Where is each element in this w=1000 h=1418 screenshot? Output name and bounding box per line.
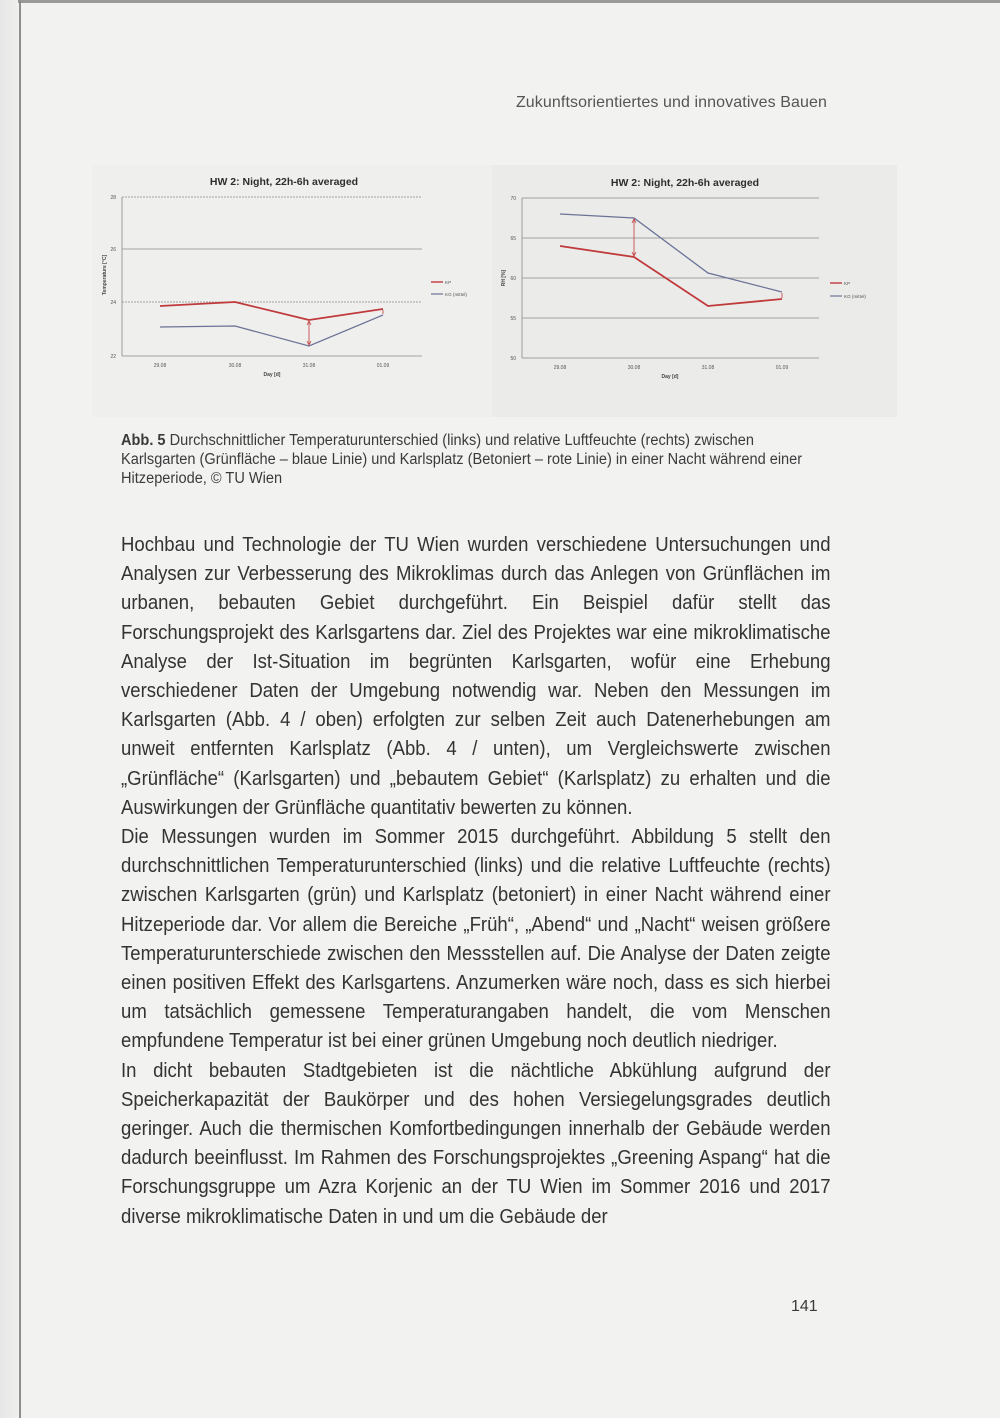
svg-text:65: 65	[510, 236, 516, 242]
series-kp-line	[560, 246, 782, 306]
svg-text:70: 70	[510, 196, 516, 202]
svg-text:24: 24	[110, 300, 116, 306]
svg-text:01.09: 01.09	[775, 365, 789, 371]
y-axis-ticks	[510, 196, 516, 362]
y-axis-ticks	[110, 195, 116, 360]
svg-text:KG (mittel): KG (mittel)	[445, 292, 467, 297]
svg-text:50: 50	[510, 356, 516, 362]
caption-label: Abb. 5	[121, 432, 166, 449]
body-text	[121, 530, 831, 1231]
svg-text:22: 22	[110, 354, 116, 360]
x-axis-ticks	[154, 363, 390, 369]
legend	[431, 280, 467, 297]
running-header: Zukunftsorientiertes und innovatives Bauen	[515, 94, 827, 111]
x-axis-ticks	[554, 365, 789, 371]
legend	[830, 281, 866, 299]
paragraph: Hochbau und Technologie der TU Wien wurden verschiedene Untersuchungen und Analysen zur Verbesserung des Mikroklimas durch das Anlegen von Grünflächen im urbanen, bebauten Gebiet durchgeführt. Ein Beispiel dafür stellt das Forschungsprojekt des Karlsgartens dar. Ziel des Projektes war eine mikroklimatische Analyse der Ist-Situation im begrünten Karlsgarten, wofür eine Erhebung verschiedener Daten der Umgebung notwendig war. Neben den Messungen im Karlsgarten (Abb. 4 / oben) erfolgten zur selben Zeit auch Datenerhebungen am unweit entfernten Karlsplatz (Abb. 4 / unten), um Vergleichswerte zwischen „Grünfläche“ (Karlsgarten) und „bebautem Gebiet“ (Karlsplatz) zu erhalten und die Auswirkungen der Grünfläche quantitativ bewerten zu können.	[121, 533, 831, 819]
humidity-chart	[492, 165, 897, 417]
y-axis-label: Temperature [°C]	[102, 254, 108, 296]
svg-text:31.08: 31.08	[302, 363, 316, 369]
svg-text:KP: KP	[445, 280, 452, 285]
y-axis-label: RH [%]	[501, 269, 507, 287]
svg-text:60: 60	[510, 276, 516, 282]
svg-text:29.08: 29.08	[553, 365, 567, 371]
series-kg-line	[160, 315, 383, 346]
svg-text:30.08: 30.08	[627, 365, 641, 371]
page-gutter	[0, 0, 18, 1418]
svg-text:31.08: 31.08	[701, 365, 715, 371]
temperature-chart-svg	[92, 165, 497, 417]
figure-caption	[121, 431, 807, 488]
svg-text:KP: KP	[844, 281, 851, 286]
svg-text:KG (mittel): KG (mittel)	[844, 294, 866, 299]
page-number: 141	[791, 1298, 818, 1315]
svg-text:01.09: 01.09	[376, 363, 390, 369]
paragraph: Die Messungen wurden im Sommer 2015 durchgeführt. Abbildung 5 stellt den durchschnittlichen Temperaturunterschied (links) und die relative Luftfeuchte (rechts) zwischen Karlsgarten (grün) und Karlsplatz (betoniert) in einer Nacht während einer Hitzeperiode dar. Vor allem die Bereiche „Früh“, „Abend“ und „Nacht“ weisen größere Temperaturunterschiede zwischen den Messstellen auf. Die Analyse der Daten zeigte einen positiven Effekt des Karlsgartens. Anzumerken wäre noch, dass es sich hierbei um tatsächlich gemessene Temperaturangaben handelt, die vom Menschen empfundene Temperatur ist bei einer grünen Umgebung noch deutlich niedriger.	[121, 825, 831, 1053]
svg-text:28: 28	[110, 195, 116, 201]
page-edge-line	[19, 0, 21, 1418]
caption-text: Durchschnittlicher Temperaturunterschied (links) und relative Luftfeuchte (rechts) zwischen Karlsgarten (Grünfläche – blaue Linie) und Karlsplatz (Betoniert – rote Linie) in einer Nacht während einer Hitzeperiode, © TU Wien	[121, 432, 803, 487]
humidity-chart-svg	[492, 165, 897, 417]
svg-text:26: 26	[110, 247, 116, 253]
x-axis-label: Day [d]	[661, 374, 679, 380]
page-top-edge	[0, 0, 1000, 3]
temperature-chart	[92, 165, 497, 417]
svg-text:30.08: 30.08	[228, 363, 242, 369]
svg-text:55: 55	[510, 316, 516, 322]
svg-text:29.08: 29.08	[153, 363, 167, 369]
figure-5	[92, 165, 912, 420]
chart-title: HW 2: Night, 22h-6h averaged	[209, 176, 359, 188]
x-axis-label: Day [d]	[263, 372, 281, 378]
series-kp-line	[160, 302, 383, 320]
series-kg-line	[560, 214, 782, 292]
paragraph: In dicht bebauten Stadtgebieten ist die nächtliche Abkühlung aufgrund der Speicherkapazität der Baukörper und des hohen Versiegelungsgrades deutlich geringer. Auch die thermischen Komfortbedingungen innerhalb der Gebäude werden dadurch beeinflusst. Im Rahmen des Forschungsprojektes „Greening Aspang“ hat die Forschungsgruppe um Azra Korjenic an der TU Wien im Sommer 2016 und 2017 diverse mikroklimatische Daten in und um die Gebäude der	[121, 1058, 831, 1228]
chart-title: HW 2: Night, 22h-6h averaged	[610, 177, 760, 189]
